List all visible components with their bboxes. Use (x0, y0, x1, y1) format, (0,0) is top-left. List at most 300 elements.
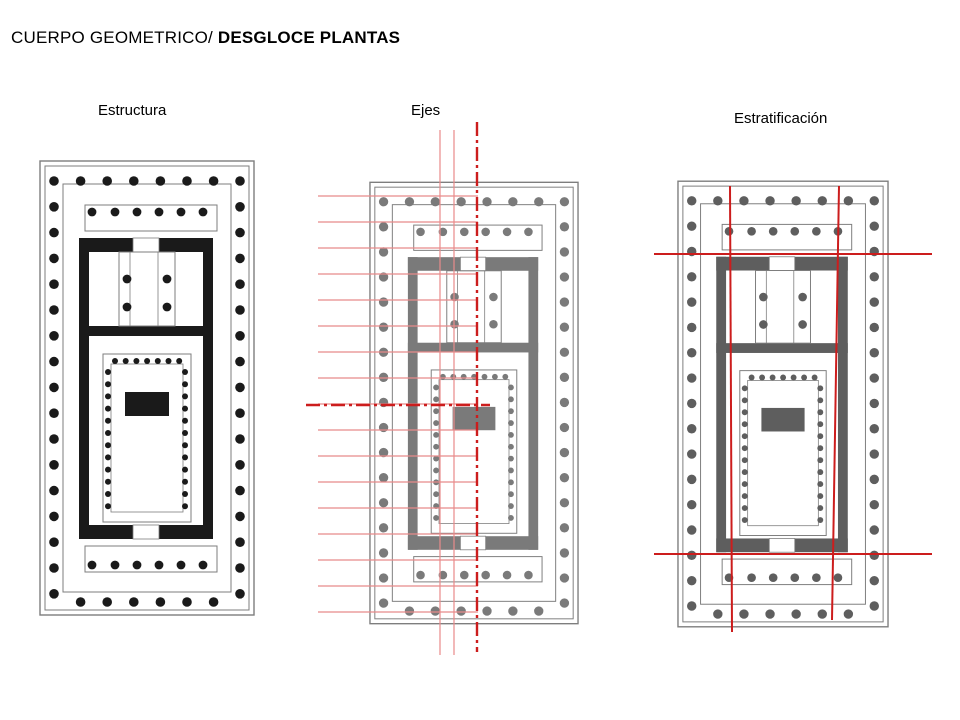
peristyle-column (235, 563, 245, 573)
peristyle-column (235, 305, 245, 315)
naos-column (433, 468, 439, 474)
naos-column (182, 430, 188, 436)
peristyle-column (791, 196, 800, 205)
peristyle-column (687, 247, 696, 256)
peristyle-column (870, 399, 879, 408)
naos-column (461, 374, 467, 380)
peristyle-column (791, 609, 800, 618)
porch-column (747, 573, 756, 582)
peristyle-column (49, 512, 59, 522)
peristyle-column (379, 498, 388, 507)
peristyle-column (235, 537, 245, 547)
peristyle-column (235, 202, 245, 212)
naos-column (817, 445, 823, 451)
naos-column (155, 358, 161, 364)
peristyle-column (49, 279, 59, 289)
peristyle-column (687, 424, 696, 433)
peristyle-column (818, 609, 827, 618)
naos-column (182, 467, 188, 473)
peristyle-column (379, 373, 388, 382)
naos-column (502, 374, 508, 380)
peristyle-column (379, 272, 388, 281)
peristyle-column (49, 357, 59, 367)
porch-column (769, 573, 778, 582)
peristyle-column (457, 606, 466, 615)
naos-column (817, 421, 823, 427)
peristyle-column (482, 606, 491, 615)
title-prefix: CUERPO GEOMETRICO/ (11, 28, 218, 47)
porch-column (155, 208, 164, 217)
naos-column (182, 381, 188, 387)
peristyle-column (235, 254, 245, 264)
naos-column (182, 454, 188, 460)
peristyle-column (870, 424, 879, 433)
naos-column (105, 381, 111, 387)
naos-column (182, 393, 188, 399)
peristyle-column (560, 548, 569, 557)
naos-column (176, 358, 182, 364)
peristyle-column (379, 423, 388, 432)
porch-column (460, 571, 469, 580)
peristyle-column (49, 305, 59, 315)
naos-column (105, 479, 111, 485)
cella-wall (79, 238, 89, 539)
peristyle-column (49, 537, 59, 547)
peristyle-column (235, 331, 245, 341)
label-estructura: Estructura (98, 102, 167, 119)
naos-column (105, 467, 111, 473)
naos-column (105, 503, 111, 509)
naos-column (742, 433, 748, 439)
peristyle-column (457, 197, 466, 206)
naos-column (817, 469, 823, 475)
cella-wall (408, 257, 418, 550)
porch-frame (722, 224, 852, 250)
naos-column (812, 375, 818, 381)
peristyle-column (49, 460, 59, 470)
plan-outer-frame (370, 182, 578, 623)
peristyle-column (379, 297, 388, 306)
peristyle-column (560, 448, 569, 457)
naos-column (817, 493, 823, 499)
peristyle-column (687, 399, 696, 408)
naos-column (482, 374, 488, 380)
peristyle-column (687, 373, 696, 382)
porch-frame (85, 205, 217, 231)
back-room-column (798, 320, 807, 329)
plan-inner-frame (375, 187, 573, 619)
naos-column (508, 491, 514, 497)
naos-column (508, 432, 514, 438)
peristyle-column (870, 576, 879, 585)
porch-column (834, 573, 843, 582)
peristyle-column (49, 331, 59, 341)
naos-column (508, 408, 514, 414)
naos-column (105, 418, 111, 424)
peristyle-column (687, 221, 696, 230)
naos-column (742, 493, 748, 499)
naos-column (791, 375, 797, 381)
peristyle-column (379, 523, 388, 532)
naos-column (508, 468, 514, 474)
porch-column (155, 561, 164, 570)
naos-column (433, 456, 439, 462)
porch-frame (414, 557, 542, 582)
porch-column (88, 561, 97, 570)
peristyle-column (235, 589, 245, 599)
back-room-column (163, 303, 172, 312)
peristyle-column (379, 323, 388, 332)
naos-column (440, 374, 446, 380)
cella-wall (528, 257, 538, 550)
porch-column (133, 208, 142, 217)
peristyle-column (235, 486, 245, 496)
porch-column (177, 561, 186, 570)
doorway (133, 525, 159, 539)
cella-wall (79, 326, 213, 336)
naos-column (817, 397, 823, 403)
peristyle-column (102, 597, 112, 607)
porch-column (747, 227, 756, 236)
plan-inner-frame (45, 166, 249, 610)
peristyle-column (49, 383, 59, 393)
porch-column (524, 571, 533, 580)
naos-frame (740, 371, 826, 536)
peristyle-column (235, 512, 245, 522)
statue-base (125, 392, 169, 416)
porch-column (790, 573, 799, 582)
peristyle-column (818, 196, 827, 205)
cella-wall (716, 343, 848, 353)
peristyle-column (49, 202, 59, 212)
peristyle-column (235, 434, 245, 444)
back-room-column (450, 320, 459, 329)
naos-column (780, 375, 786, 381)
peristyle-column (560, 348, 569, 357)
naos-column (759, 375, 765, 381)
peristyle-column (560, 197, 569, 206)
naos-column (742, 457, 748, 463)
peristyle-column (870, 247, 879, 256)
naos-column (508, 503, 514, 509)
peristyle-column (49, 589, 59, 599)
naos-column (105, 406, 111, 412)
naos-column (433, 396, 439, 402)
peristyle-column (687, 551, 696, 560)
peristyle-column (844, 609, 853, 618)
peristyle-column (870, 196, 879, 205)
porch-column (111, 208, 120, 217)
naos-column (166, 358, 172, 364)
peristyle-column (560, 272, 569, 281)
peristyle-column (379, 573, 388, 582)
naos-column (817, 433, 823, 439)
peristyle-column (560, 598, 569, 607)
peristyle-column (687, 576, 696, 585)
back-room-column (163, 275, 172, 284)
naos-column (433, 420, 439, 426)
porch-frame (85, 546, 217, 572)
peristyle-column (379, 473, 388, 482)
peristyle-column (431, 606, 440, 615)
peristyle-column (560, 498, 569, 507)
porch-column (812, 573, 821, 582)
naos-column (742, 409, 748, 415)
porch-frame (722, 559, 852, 585)
naos-column (105, 430, 111, 436)
peristyle-column (49, 408, 59, 418)
porch-column (481, 228, 490, 237)
peristyle-column (129, 176, 139, 186)
back-room-column (759, 293, 768, 302)
peristyle-column (508, 606, 517, 615)
plan-outer-frame (40, 161, 254, 615)
porch-column (199, 208, 208, 217)
naos-column (182, 406, 188, 412)
peristyle-column (379, 247, 388, 256)
cella-wall (838, 257, 848, 552)
back-room-column (450, 293, 459, 302)
doorway (769, 538, 795, 552)
porch-column (111, 561, 120, 570)
peristyle-column (182, 176, 192, 186)
peristyle-column (76, 176, 86, 186)
peristyle-column (687, 196, 696, 205)
naos-column (749, 375, 755, 381)
peristyle-column (379, 222, 388, 231)
naos-column (182, 503, 188, 509)
naos-frame (431, 370, 517, 533)
peristyle-column (379, 548, 388, 557)
page-title (11, 28, 400, 48)
back-room-column (123, 275, 132, 284)
naos-column (433, 491, 439, 497)
peristyle-column (129, 597, 139, 607)
naos-column (433, 503, 439, 509)
porch-column (416, 571, 425, 580)
peristyle-column (431, 197, 440, 206)
naos-column (105, 491, 111, 497)
naos-column (508, 420, 514, 426)
plan-outer-frame (678, 181, 888, 627)
naos-column (182, 442, 188, 448)
peristyle-column (687, 475, 696, 484)
porch-column (416, 228, 425, 237)
peristyle-column (49, 176, 59, 186)
peristyle-column (844, 196, 853, 205)
naos-inner-frame (111, 364, 183, 512)
peristyle-column (687, 500, 696, 509)
peristyle-column (102, 176, 112, 186)
peristyle-column (870, 373, 879, 382)
peristyle-column (560, 473, 569, 482)
cella-wall (408, 343, 538, 353)
peristyle-column (560, 222, 569, 231)
peristyle-column (765, 196, 774, 205)
peristyle-column (687, 525, 696, 534)
peristyle-column (482, 197, 491, 206)
peristyle-column (870, 272, 879, 281)
peristyle-column (870, 601, 879, 610)
peristyle-column (870, 297, 879, 306)
naos-column (742, 517, 748, 523)
naos-column (492, 374, 498, 380)
naos-column (742, 505, 748, 511)
naos-column (433, 444, 439, 450)
doorway (460, 536, 485, 550)
label-ejes: Ejes (411, 102, 441, 119)
peristyle-column (156, 597, 166, 607)
porch-column (503, 228, 512, 237)
back-room-frame (447, 271, 501, 343)
naos-column (817, 457, 823, 463)
naos-column (433, 385, 439, 391)
peristyle-column (739, 609, 748, 618)
naos-column (508, 479, 514, 485)
back-room-column (123, 303, 132, 312)
porch-column (725, 573, 734, 582)
peristyle-column (870, 500, 879, 509)
peristyle-column (560, 323, 569, 332)
naos-column (433, 432, 439, 438)
back-room-frame (119, 252, 175, 326)
naos-column (112, 358, 118, 364)
peristyle-column (49, 254, 59, 264)
porch-column (177, 208, 186, 217)
naos-column (817, 505, 823, 511)
peristyle-column (560, 398, 569, 407)
peristyle-column (560, 573, 569, 582)
naos-column (742, 469, 748, 475)
plan-estratificacion (677, 178, 889, 630)
peristyle-column (379, 448, 388, 457)
peristyle-column (235, 460, 245, 470)
peristyle-column (713, 609, 722, 618)
peristyle-column (182, 597, 192, 607)
naos-column (770, 375, 776, 381)
peristyle-column (156, 176, 166, 186)
porch-column (439, 228, 448, 237)
naos-inner-frame (748, 380, 819, 525)
peristyle-column (870, 449, 879, 458)
doorway (133, 238, 159, 252)
naos-column (182, 491, 188, 497)
naos-column (817, 409, 823, 415)
peristyle-column (560, 423, 569, 432)
naos-column (433, 515, 439, 521)
naos-column (742, 445, 748, 451)
peristyle-column (209, 597, 219, 607)
porch-column (460, 228, 469, 237)
naos-column (508, 444, 514, 450)
peristyle-column (687, 272, 696, 281)
porch-column (481, 571, 490, 580)
statue-base (761, 408, 804, 432)
peristyle-column (534, 197, 543, 206)
naos-column (817, 385, 823, 391)
peristyle-column (687, 297, 696, 306)
back-room-column (489, 320, 498, 329)
peristyle-column (870, 551, 879, 560)
naos-column (450, 374, 456, 380)
peristyle-column (870, 348, 879, 357)
peristyle-column (235, 279, 245, 289)
naos-column (105, 442, 111, 448)
back-room-frame (756, 271, 811, 344)
naos-column (471, 374, 477, 380)
porch-column (812, 227, 821, 236)
peristyle-column (49, 434, 59, 444)
peristyle-column (405, 606, 414, 615)
back-room-column (489, 293, 498, 302)
porch-column (133, 561, 142, 570)
label-estratificacion: Estratificación (734, 110, 828, 127)
peristyle-column (379, 398, 388, 407)
plan-ejes (369, 178, 579, 628)
naos-column (817, 517, 823, 523)
naos-column (817, 481, 823, 487)
porch-column (790, 227, 799, 236)
peristyle-column (379, 197, 388, 206)
naos-column (105, 393, 111, 399)
peristyle-column (687, 348, 696, 357)
naos-column (801, 375, 807, 381)
peristyle-column (49, 228, 59, 238)
peristyle-column (534, 606, 543, 615)
peristyle-column (765, 609, 774, 618)
peristyle-column (739, 196, 748, 205)
naos-column (508, 515, 514, 521)
plan-inner-frame (683, 186, 883, 622)
peristyle-column (560, 247, 569, 256)
naos-column (508, 385, 514, 391)
peristyle-column (49, 563, 59, 573)
porch-column (834, 227, 843, 236)
porch-column (725, 227, 734, 236)
naos-column (742, 385, 748, 391)
peristyle-column (713, 196, 722, 205)
peristyle-column (235, 408, 245, 418)
doorway (460, 257, 485, 271)
peristyle-column (235, 228, 245, 238)
peristyle-column (76, 597, 86, 607)
naos-column (105, 454, 111, 460)
back-room-column (798, 293, 807, 302)
peristyle-column (870, 221, 879, 230)
naos-column (508, 396, 514, 402)
naos-column (742, 397, 748, 403)
peristyle-column (405, 197, 414, 206)
naos-column (742, 481, 748, 487)
naos-column (144, 358, 150, 364)
back-room-column (759, 320, 768, 329)
peristyle-column (560, 373, 569, 382)
plan-estructura (39, 160, 255, 616)
peristyle-column (870, 323, 879, 332)
peristyle-column (560, 297, 569, 306)
cella-wall (203, 238, 213, 539)
naos-column (182, 369, 188, 375)
peristyle-column (870, 475, 879, 484)
peristyle-column (49, 486, 59, 496)
title-emphasis: DESGLOCE PLANTAS (217, 28, 401, 47)
naos-column (508, 456, 514, 462)
naos-frame (103, 354, 191, 522)
porch-frame (414, 225, 542, 250)
porch-column (199, 561, 208, 570)
peristyle-column (235, 176, 245, 186)
peristyle-column (560, 523, 569, 532)
